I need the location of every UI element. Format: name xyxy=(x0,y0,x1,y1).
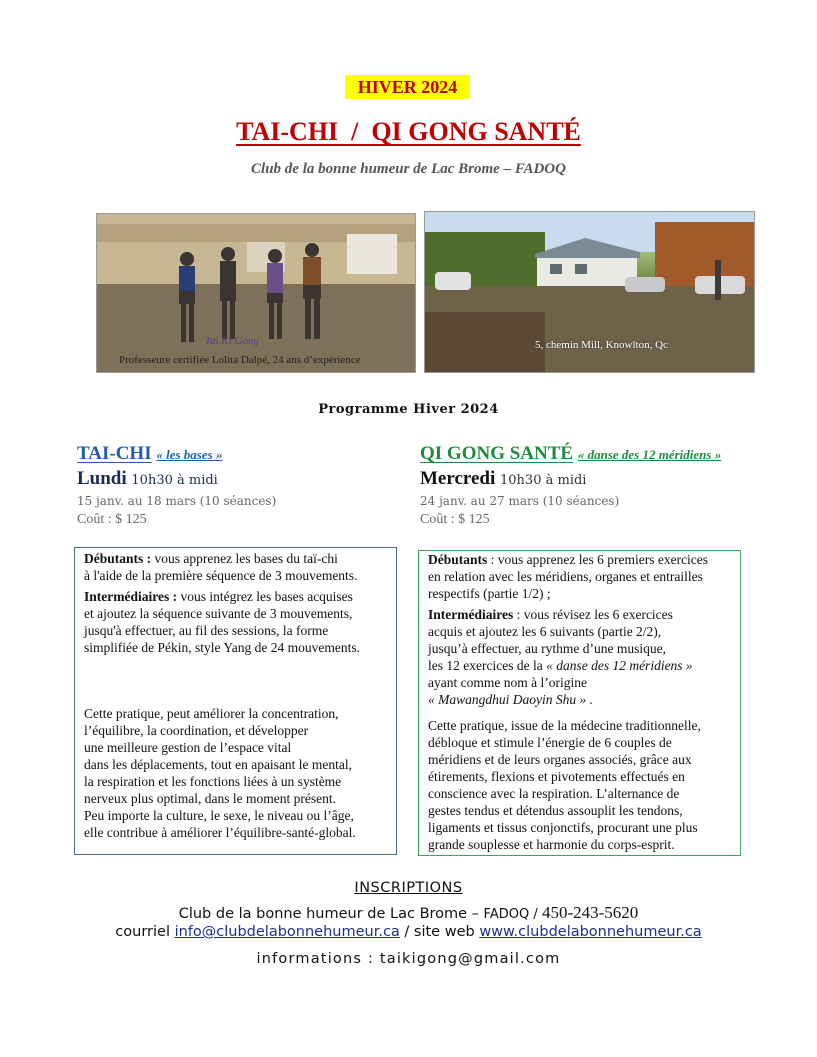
footer-phone: 450-243-5620 xyxy=(537,903,639,922)
taichi-schedule xyxy=(77,468,218,490)
program-title: Programme Hiver 2024 xyxy=(318,402,499,417)
teacher-caption: Professeure certifiée Lolita Dalpé, 24 ans d’expérience xyxy=(119,354,361,366)
email-site-line xyxy=(0,924,817,940)
qigong-intermediate-text-2: ayant comme nom à l’origine xyxy=(428,675,587,690)
page-title: TAI-CHI / QI GONG SANTÉ xyxy=(236,117,581,146)
taichi-intermediate-text: vous intégrez les bases acquises et ajoutez la séquence suivante de 3 mouvements, jusqu'à effectuer, au fil des sessions, la forme simplifiée de Pékin, style Yang de 24 mouvements. xyxy=(84,589,360,655)
taichi-tag: « les bases » xyxy=(156,447,223,462)
qigong-description-box xyxy=(418,550,741,856)
site-label: / site web xyxy=(399,924,480,940)
qigong-tag: « danse des 12 méridiens » xyxy=(577,447,722,462)
qigong-dates: 24 janv. au 27 mars (10 séances) xyxy=(420,494,620,508)
qigong-beginners-label: Débutants xyxy=(428,552,488,567)
qigong-intermediate-text-1: : vous révisez les 6 exercices acquis et ajoutez les 6 suivants (partie 2/2), jusqu’à effectuer, au rythme d’une musique, les 12 exercices de la xyxy=(428,607,673,673)
footer-club-name: Club de la bonne humeur de Lac Brome – xyxy=(178,906,484,922)
class-caption: Tai Ki Gong xyxy=(205,335,260,347)
qigong-cost: Coût : $ 125 xyxy=(420,512,490,527)
website-link[interactable]: www.clubdelabonnehumeur.ca xyxy=(479,924,702,940)
taichi-cost: Coût : $ 125 xyxy=(77,512,147,527)
qigong-schedule xyxy=(420,468,586,490)
taichi-time: 10h30 à midi xyxy=(131,473,218,488)
class-photo xyxy=(96,213,416,373)
qigong-intermediate xyxy=(428,606,738,691)
taichi-description-box xyxy=(74,547,397,855)
taichi-intermediate-label: Intermédiaires : xyxy=(84,589,178,604)
taichi-beginners-text: vous apprenez les bases du taï-chi à l'aide de la première séquence de 3 mouvements. xyxy=(84,551,358,583)
taichi-beginners xyxy=(84,550,394,584)
club-subtitle: Club de la bonne humeur de Lac Brome – FADOQ xyxy=(251,161,566,177)
qigong-benefits: Cette pratique, issue de la médecine traditionnelle, débloque et stimule l’énergie de 6 couples de méridiens et de leurs organes associés, grâce aux étirements, flexions et pivotements effectués en conscience avec la respiration. L’alternance de gestes tendus et détendus assouplit les tendons, ligaments et tissus conjonctifs, procurant une plus grande souplesse et harmonie du corps-esprit. xyxy=(428,718,701,852)
email-label: courriel xyxy=(115,924,175,940)
qigong-name: QI GONG SANTÉ xyxy=(420,443,574,464)
class-photo-illustration xyxy=(97,214,415,372)
taichi-dates: 15 janv. au 18 mars (10 séances) xyxy=(77,494,277,508)
qigong-intermediate-label: Intermédiaires xyxy=(428,607,514,622)
taichi-intermediate xyxy=(84,588,394,656)
season-badge: HIVER 2024 xyxy=(345,75,470,99)
address-caption: 5, chemin Mill, Knowlton, Qc xyxy=(535,339,668,351)
qigong-dance-name: « danse des 12 méridiens » xyxy=(546,658,693,673)
qigong-origin-name: « Mawangdhui Daoyin Shu » . xyxy=(428,692,593,707)
email-link[interactable]: info@clubdelabonnehumeur.ca xyxy=(174,924,400,940)
info-email-line: informations : taikigong@gmail.com xyxy=(256,951,561,967)
taichi-heading xyxy=(77,443,222,465)
club-contact-line xyxy=(0,903,817,923)
taichi-benefits: Cette pratique, peut améliorer la concentration, l’équilibre, la coordination, et développer une meilleure gestion de l’espace vital dans les déplacements, tout en apaisant le mental, la respiration et les fonctions liées à un système nerveux plus optimal, dans le moment présent. Peu importe la culture, le sexe, le niveau ou l’âge, elle contribue à améliorer l’équilibre-santé-global. xyxy=(84,706,356,840)
qigong-beginners xyxy=(428,551,738,602)
qigong-heading xyxy=(420,443,721,465)
qigong-day: Mercredi xyxy=(420,468,496,489)
taichi-beginners-label: Débutants : xyxy=(84,551,152,566)
qigong-time: 10h30 à midi xyxy=(500,473,587,488)
inscriptions-heading: INSCRIPTIONS xyxy=(354,880,463,896)
qigong-beginners-text: : vous apprenez les 6 premiers exercices en relation avec les méridiens, organes et entrailles respectifs (partie 1/2) ; xyxy=(428,552,709,601)
taichi-day: Lundi xyxy=(77,468,127,489)
taichi-name: TAI-CHI xyxy=(77,443,152,464)
venue-photo xyxy=(424,211,755,373)
footer-fadoq: FADOQ / xyxy=(483,907,538,922)
